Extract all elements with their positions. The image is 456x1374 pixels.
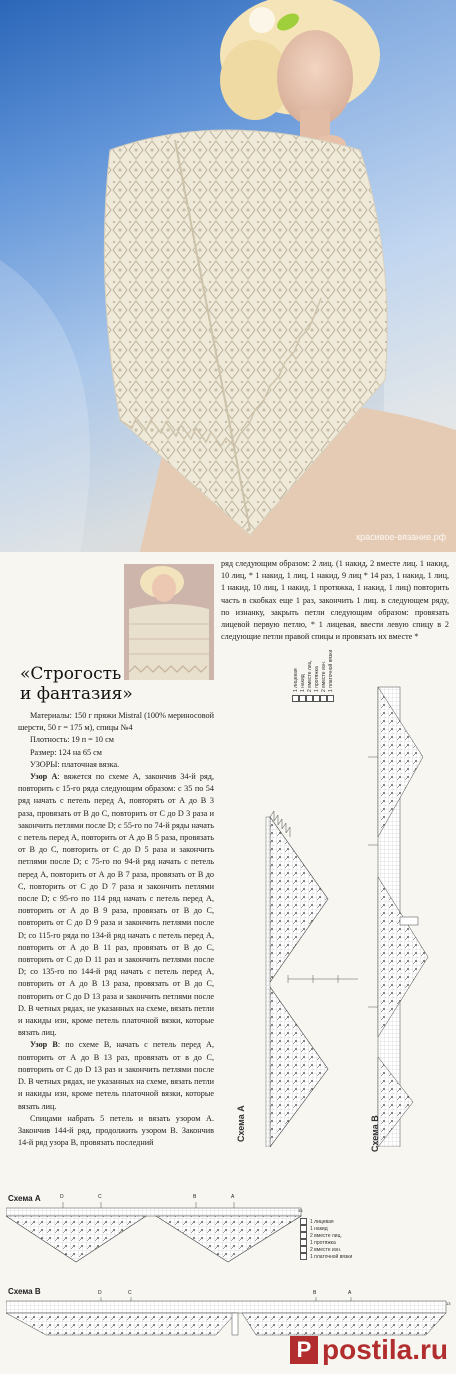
legend-swatch [300,1232,307,1239]
thumbnail-photo [124,564,214,680]
article-left-column [18,710,214,1149]
title-line-2: и фантазия» [20,684,133,704]
vertical-charts [228,677,453,1147]
legend-row [300,1246,352,1253]
postila-logo-text: postila.ru [321,1334,448,1365]
legend-vertical [292,650,334,702]
marker-b-a: В [193,1194,197,1200]
legend-label: 1 платочной вязки [310,1253,353,1260]
legend-horizontal [300,1218,352,1260]
magazine-page [0,552,456,1374]
marker-c-b: С [128,1290,132,1296]
instructions-text: Спицами набрать 5 петель и вязать узором А. Закончив 144-й ряд, продолжить узором В. Закончив 14-й ряд узора В, провязать последний [18,1113,214,1148]
thumbnail-illustration [124,564,214,680]
legend-row [292,650,299,702]
legend-label: 1 накид [299,674,306,692]
legend-label: 1 лицевая [310,1218,334,1225]
materials-text: Материалы: 150 г пряжи Mistral (100% мериносовой шерсти, 50 г = 175 м), спицы №4 [18,711,214,733]
marker-a-b: А [348,1290,352,1296]
patterns-intro: УЗОРЫ: платочная вязка. [30,759,120,769]
legend-swatch [292,695,299,702]
article-right-column: ряд следующим образом: 2 лиц. (1 накид, 2 вместе лиц. 1 накид, 10 лиц, * 1 накид, 1 лиц, 1 накид, 9 лиц * 14 раз, 1 накид, 1 лиц, 1 накид, 10 лиц, 1 накид, 1 протяжка, 1 накид, 1 лиц) повторить часть в скобках еще 1 раз, закончить 1 лиц. в следующем ряду, по изнанку, закрыть петли следующим образом: провязать лицевой первую петлю, * 1 лицевая, ввести левую спицу в 2 следующие петли правой спицы и провязать их вместе * [221,559,449,642]
schema-a-label: Схема А [8,1194,41,1203]
legend-row [299,650,306,702]
legend-swatch [306,695,313,702]
legend-label: 1 платочной вязки [327,649,334,692]
schema-b-label: Схема В [8,1287,41,1296]
density-text: Плотность: 19 п = 10 см [30,735,114,745]
pattern-a-paragraph [18,771,214,1039]
legend-label: 2 вместе лиц. [310,1232,342,1239]
schema-a-horizontal-chart [6,1202,306,1267]
legend-swatch [300,1225,307,1232]
schema-b-horizontal-chart [6,1297,452,1337]
marker-d-a: D [60,1194,64,1200]
marker-d-b: D [98,1290,102,1296]
legend-row [300,1232,352,1239]
legend-label: 1 протяжка [310,1239,336,1246]
legend-row [320,650,327,702]
legend-row [327,650,334,702]
postila-logo-icon: P [290,1336,318,1364]
legend-row [306,650,313,702]
pattern-b-text: : по схеме В, начать с петель перед А, повторить от А до В 13 раз, провязать от в до С, повторить от С до D 13 раз и закончить петлями после D. В четных рядах, не указанных на схеме, вязать петли и накиды изн, кроме петель платочной вязки, которые вязать лиц. [18,1040,215,1111]
postila-logo[interactable] [290,1334,448,1366]
marker-a-a: А [231,1194,235,1200]
legend-label: 1 накид [310,1225,328,1232]
row-number-13: 13 [446,1301,451,1306]
legend-swatch [300,1246,307,1253]
pattern-a-text: : вяжется по схеме А, закончив 34-й ряд, повторить с 15-го ряда следующим образом: с 35 по 54 ряд начать с петель перед А, повторять от А до В 3 раза, провязать от В до С, повторить от С до D 3 раза и закончить петлями после D; с 55-го по 74-й ряды начать с петель перед А, повторить от А до В 5 раза, провязать от В до С, повторить от С до D 5 раза и закончить петлями после D; с 75-го по 94-й ряд начать с петель перед А, повторить от А до В 7 раза, провязать от В до С, повторить от С до D 7 раза и закончить петлями после D; с 95-го по 114 ряд начать с петель перед А, повторить от А до В 9 раза, провязать от В до С, повторить от С до D 9 раза и закончить петлями после D; со 115-го ряда по 134-й ряд начать с петель перед А, повторить от А до В 11 раз, провязать от В до С, повторить от С до D 11 раз и закончить петлями после D; со 135-го по 144-й ряд начать с петель перед А, повторить от А до В 13 раза, провязать от В до С, повторить от С до D 13 раза и закончить петлями после D. В четных рядах, не указанных на схеме, вязать петли и накиды изн, кроме петель платочной вязки, которые вязать лиц. [18,772,214,1038]
photo-watermark: красивое-вязание.рф [356,532,446,542]
row-number-33: 33 [298,1208,303,1213]
size-text: Размер: 124 на 65 см [30,747,102,757]
legend-row [300,1225,352,1232]
legend-swatch [300,1239,307,1246]
legend-label: 2 вместе изн. [310,1246,342,1253]
marker-b-b: В [313,1290,317,1296]
legend-swatch [300,1253,307,1260]
legend-row [300,1253,352,1260]
hero-photo [0,0,456,552]
schema-a-vertical-label: Схема А [236,1105,246,1142]
marker-c-a: С [98,1194,102,1200]
legend-swatch [299,695,306,702]
legend-label: 2 вместе изн. [320,660,327,692]
title-line-1: «Строгость [20,664,122,684]
legend-swatch [313,695,320,702]
legend-swatch [327,695,334,702]
pattern-b-label: Узор В [30,1040,58,1050]
article-title [20,664,133,704]
shawl-model-illustration [0,0,456,552]
legend-row [300,1218,352,1225]
legend-swatch [300,1218,307,1225]
schema-b-vertical-label: Схема В [370,1115,380,1152]
pattern-b-paragraph [18,1039,214,1112]
legend-label: 1 протяжка [313,666,320,692]
legend-label: 1 лицевая [292,668,299,692]
legend-row [300,1239,352,1246]
legend-swatch [320,695,327,702]
pattern-a-label: Узор А [30,772,58,782]
legend-label: 2 вместе лиц. [306,660,313,692]
legend-row [313,650,320,702]
